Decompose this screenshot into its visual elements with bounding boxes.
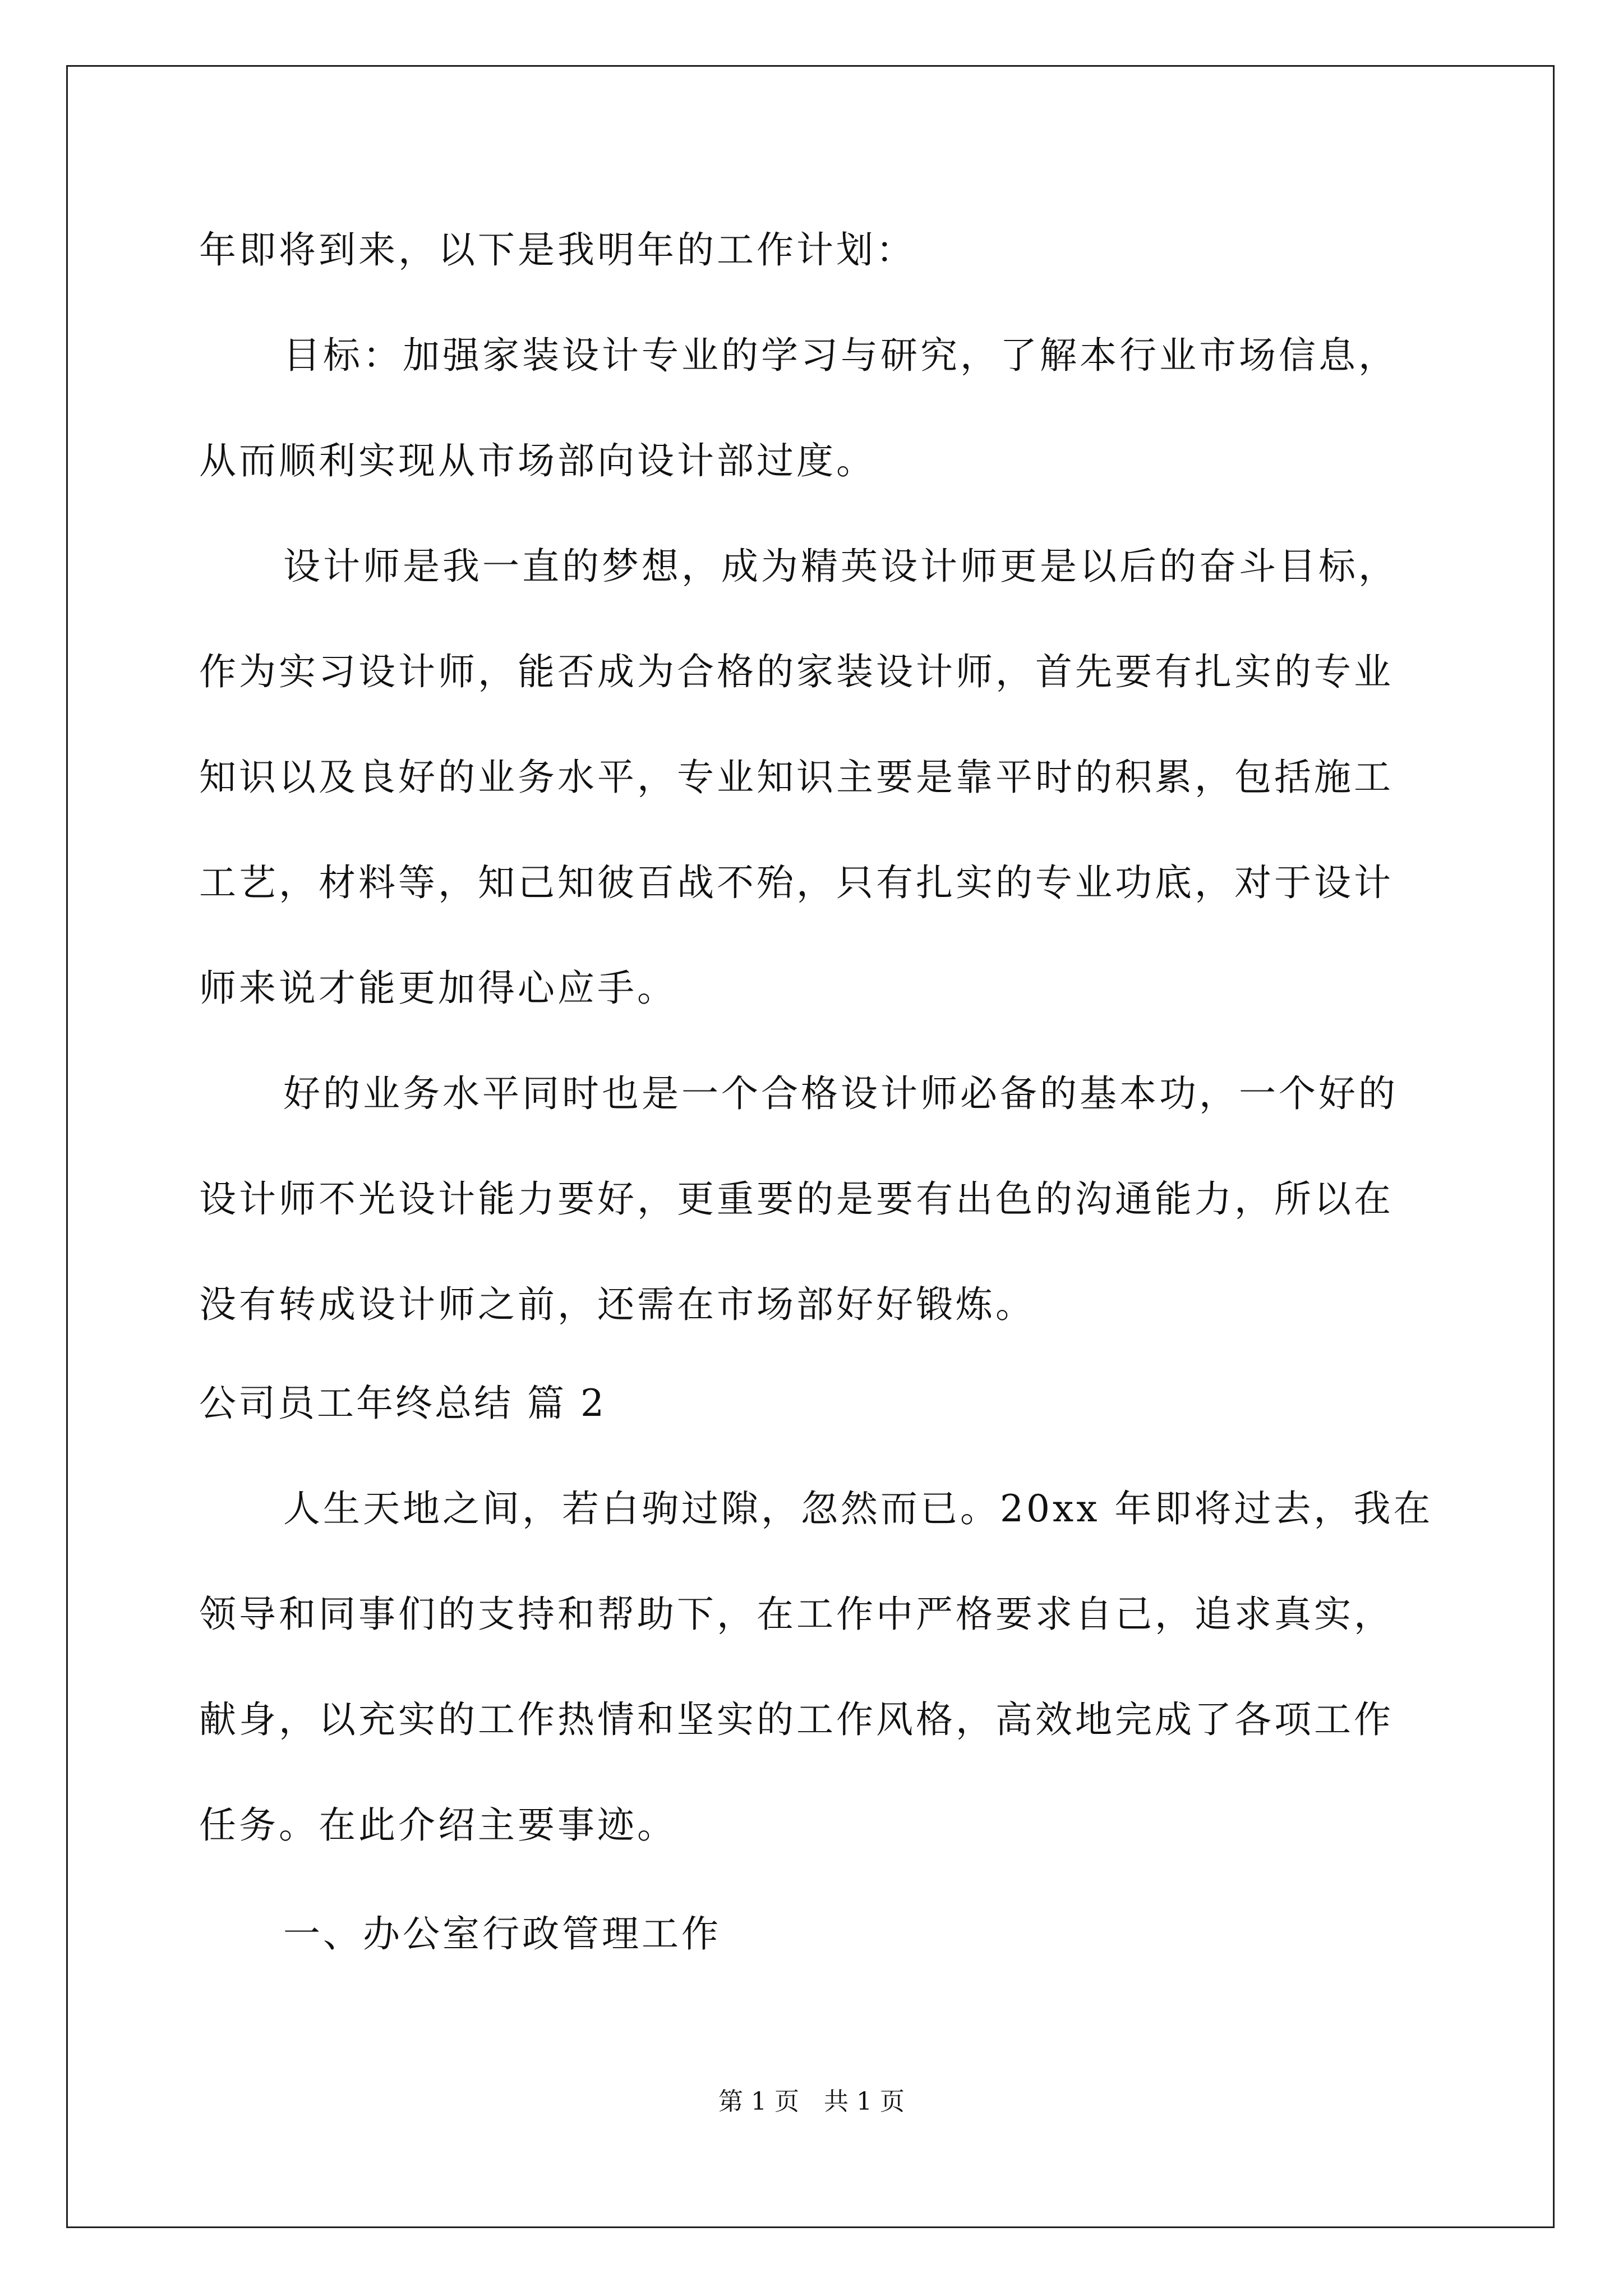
paragraph-line: 师来说才能更加得心应手。 — [199, 967, 677, 1010]
paragraph-line: 领导和同事们的支持和帮助下，在工作中严格要求自己，追求真实， — [199, 1593, 1394, 1636]
paragraph-line: 从而顺利实现从市场部向设计部过度。 — [199, 439, 876, 482]
section-heading: 公司员工年终总结 篇 2 — [199, 1382, 606, 1425]
page-footer: 第 1 页 共 1 页 — [718, 2087, 905, 2116]
paragraph-line: 献身，以充实的工作热情和坚实的工作风格，高效地完成了各项工作 — [199, 1698, 1394, 1741]
paragraph-line: 设计师是我一直的梦想，成为精英设计师更是以后的奋斗目标， — [283, 545, 1398, 588]
paragraph-line: 人生天地之间，若白驹过隙，忽然而已。20xx 年即将过去，我在 — [283, 1487, 1433, 1530]
paragraph-line: 工艺，材料等，知己知彼百战不殆，只有扎实的专业功底，对于设计 — [199, 861, 1394, 904]
paragraph-line: 没有转成设计师之前，还需在市场部好好锻炼。 — [199, 1283, 1035, 1326]
paragraph-line: 作为实习设计师，能否成为合格的家装设计师，首先要有扎实的专业 — [199, 650, 1394, 693]
paragraph-line: 任务。在此介绍主要事迹。 — [199, 1803, 677, 1847]
paragraph-line: 年即将到来，以下是我明年的工作计划： — [199, 228, 916, 272]
paragraph-line: 好的业务水平同时也是一个合格设计师必备的基本功，一个好的 — [283, 1072, 1398, 1115]
page-border — [66, 65, 1555, 2228]
paragraph-line: 设计师不光设计能力要好，更重要的是要有出色的沟通能力，所以在 — [199, 1177, 1394, 1221]
subsection-heading: 一、办公室行政管理工作 — [283, 1912, 721, 1955]
paragraph-line: 知识以及良好的业务水平，专业知识主要是靠平时的积累，包括施工 — [199, 756, 1394, 799]
paragraph-line: 目标：加强家装设计专业的学习与研究，了解本行业市场信息， — [283, 334, 1398, 377]
